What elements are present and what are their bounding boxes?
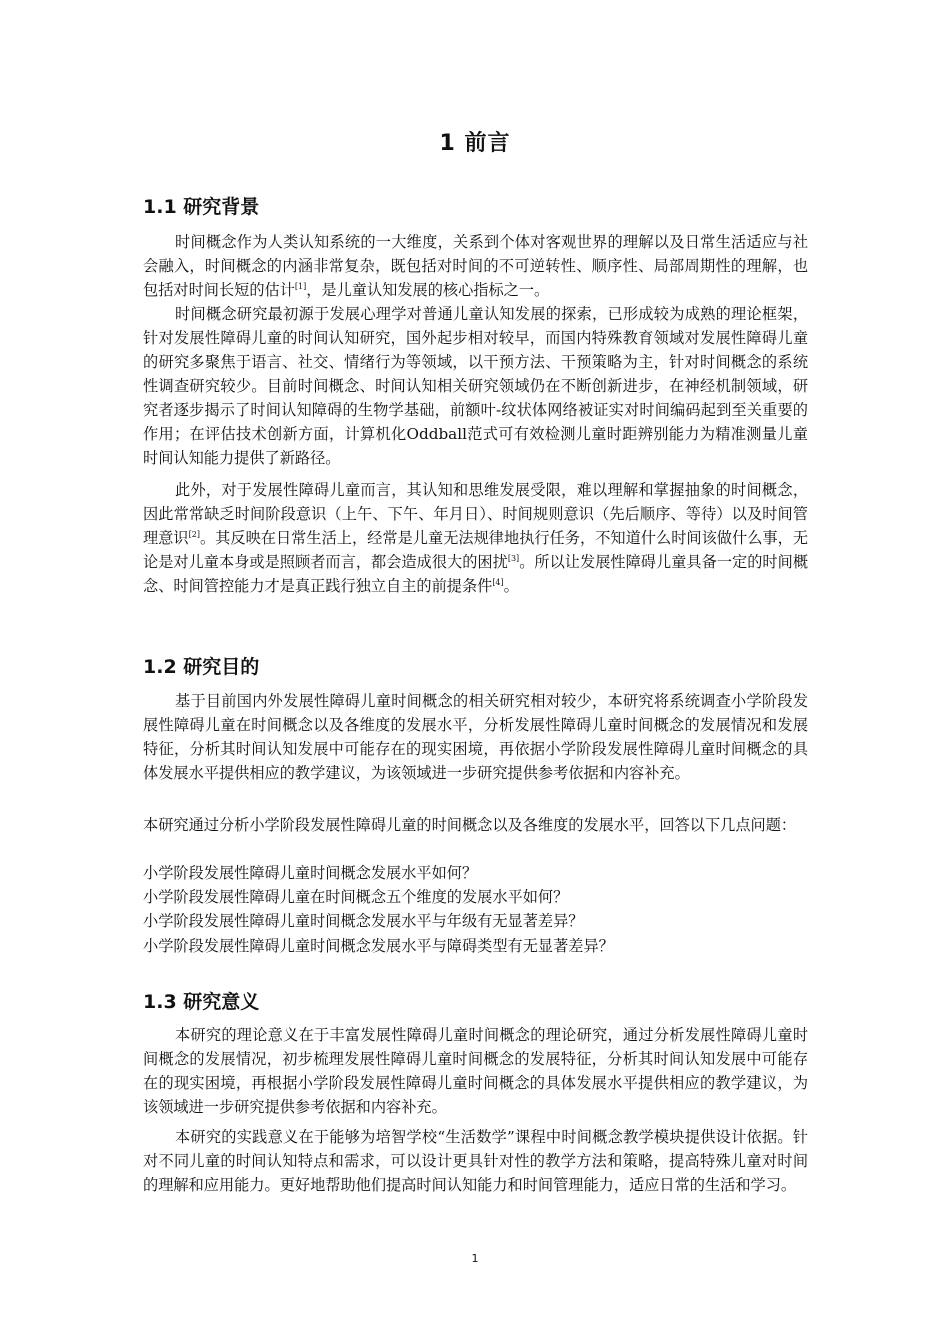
paragraph-purpose-1 — [143, 689, 808, 785]
paragraph-text: 时间概念研究最初源于发展心理学对普通儿童认知发展的探索，已形成较为成熟的理论框架，针对发展性障碍儿童的时间认知研究，国外起步相对较早，而国内特殊教育领域对发展性障碍儿童的研究多聚焦于语言、社交、情绪行为等领域，以干预方法、干预策略为主，针对时间概念的系统性调查研究较少。目前时间概念、时间认知相关研究领域仍在不断创新进步，在神经机制领域，研究者逐步揭示了时间认知障碍的生物学基础，前额叶-纹状体网络被证实对时间编码起到至关重要的作用；在评估技术创新方面，计算机化Oddball范式可有效检测儿童时距辨别能力为精准测量儿童时间认知能力提供了新路径。 — [143, 305, 808, 467]
paragraph-text: 此外，对于发展性障碍儿童而言，其认知和思维发展受限，难以理解和掌握抽象的时间概念，因此常常缺乏时间阶段意识（上午、下午、年月日）、时间规则意识（先后顺序、等待）以及时间管理意识 — [143, 481, 808, 547]
paragraph-text: ，是儿童认知发展的核心指标之一。 — [306, 281, 550, 299]
paragraph-text: 。所以让发展性障碍儿童具备一定的时间概念、时间管控能力才是真正践行独立自主的前提条件 — [143, 553, 809, 595]
research-question-4: 小学阶段发展性障碍儿童时间概念发展水平与障碍类型有无显著差异？ — [143, 937, 614, 955]
citation-ref: [4] — [492, 577, 504, 587]
section-heading-significance: 1.3 研究意义 — [143, 991, 260, 1013]
paragraph-significance-1 — [143, 1023, 808, 1119]
paragraph-text: 。其反映在日常生活上，经常是儿童无法规律地执行任务，不知道什么时间该做什么事，无论是对儿童本身或是照顾者而言，都会造成很大的困扰 — [143, 529, 809, 571]
paragraph-text: 本研究的理论意义在于丰富发展性障碍儿童时间概念的理论研究，通过分析发展性障碍儿童时间概念的发展情况，初步梳理发展性障碍儿童时间概念的发展特征，分析其时间认知发展中可能存在的现实困境，再根据小学阶段发展性障碍儿童时间概念的具体发展水平提供相应的教学建议，为该领域进一步研究提供参考依据和内容补充。 — [143, 1026, 808, 1116]
chapter-title: 1 前言 — [439, 131, 511, 156]
paragraph-text: 本研究通过分析小学阶段发展性障碍儿童的时间概念以及各维度的发展水平，回答以下几点问题： — [143, 816, 797, 834]
research-question-1: 小学阶段发展性障碍儿童时间概念发展水平如何？ — [143, 864, 478, 882]
paragraph-background-2 — [143, 302, 808, 470]
paragraph-background-3 — [143, 478, 808, 598]
paragraph-text: 。 — [503, 577, 519, 595]
research-question-2: 小学阶段发展性障碍儿童在时间概念五个维度的发展水平如何？ — [143, 888, 569, 906]
paragraph-background-1 — [143, 230, 808, 302]
section-heading-background: 1.1 研究背景 — [143, 196, 260, 218]
paragraph-significance-2 — [143, 1125, 808, 1197]
page-number: 1 — [471, 1252, 479, 1265]
citation-ref: [2] — [188, 529, 200, 539]
citation-ref: [3] — [507, 553, 520, 563]
paragraph-purpose-2 — [143, 813, 808, 837]
citation-ref: [1] — [294, 281, 307, 291]
paragraph-text: 本研究的实践意义在于能够为培智学校“生活数学”课程中时间概念教学模块提供设计依据。针对不同儿童的时间认知特点和需求，可以设计更具针对性的教学方法和策略，提高特殊儿童对时间的理解和应用能力。更好地帮助他们提高时间认知能力和时间管理能力，适应日常的生活和学习。 — [143, 1128, 808, 1194]
research-question-3: 小学阶段发展性障碍儿童时间概念发展水平与年级有无显著差异？ — [143, 912, 584, 930]
section-heading-purpose: 1.2 研究目的 — [143, 656, 260, 678]
paragraph-text: 基于目前国内外发展性障碍儿童时间概念的相关研究相对较少，本研究将系统调查小学阶段发展性障碍儿童在时间概念以及各维度的发展水平，分析发展性障碍儿童时间概念的发展情况和发展特征，分析其时间认知发展中可能存在的现实困境，再依据小学阶段发展性障碍儿童时间概念的具体发展水平提供相应的教学建议，为该领域进一步研究提供参考依据和内容补充。 — [143, 692, 808, 782]
paragraph-text: 时间概念作为人类认知系统的一大维度，关系到个体对客观世界的理解以及日常生活适应与社会融入，时间概念的内涵非常复杂，既包括对时间的不可逆转性、顺序性、局部周期性的理解，也包括对时间长短的估计 — [143, 233, 808, 299]
